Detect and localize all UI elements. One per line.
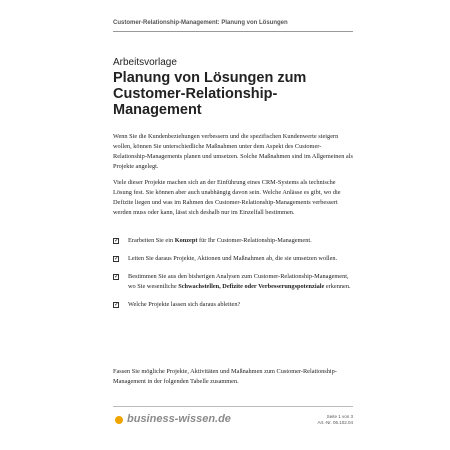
checklist-item	[113, 236, 353, 246]
checklist-text-pre: Erarbeiten Sie ein	[128, 237, 175, 244]
article-number: Art.-Nr. 06.102.04	[317, 420, 353, 425]
checklist-text-bold: Schwachstellen, Defizite oder Verbesserungspotenziale	[178, 283, 325, 290]
checklist-item	[113, 254, 353, 264]
document-kicker: Arbeitsvorlage	[113, 57, 177, 68]
document-page	[90, 0, 360, 450]
footer-divider	[113, 406, 353, 407]
checkbox-icon: ✓	[114, 238, 120, 244]
page-number: Seite 1 von 3	[326, 414, 353, 419]
checklist-text-pre: Leiten Sie daraus Projekte, Aktionen und Maßnahmen ab, die sie umsetzen wollen.	[128, 255, 338, 262]
checklist-text-post: erkennen.	[324, 283, 351, 290]
checklist-text-pre: Bestimmen Sie aus den bisherigen Analysen zum Customer-Relationship-Management, wo Sie wesentliche	[128, 273, 349, 290]
checkbox-icon: ✓	[114, 256, 120, 262]
paragraph-summary: Fassen Sie mögliche Projekte, Aktivitäten und Maßnahmen zum Customer-Relationship-Management in der folgenden Tabelle zusammen.	[113, 368, 337, 385]
page-info	[292, 414, 353, 426]
paragraph-intro: Wenn Sie die Kundenbeziehungen verbessern und die spezifischen Kundenwerte steigern wollen, können Sie unterschiedliche Maßnahmen unter dem Aspekt des Customer-Relationship-Managements planen und umsetzen. Solche Maßnahmen sind im Allgemeinen als Projekte angelegt.	[113, 133, 353, 170]
checkbox-icon: ✓	[114, 274, 120, 280]
checklist-item	[113, 300, 353, 310]
paragraph-projects: Viele dieser Projekte machen sich an der Einführung eines CRM-Systems als technische Lösung fest. Sie können aber auch unabhängig davon sein. Welche Anlässe es gibt, wo die Defizite liegen und was im Rahmen des Customer-Relationship-Managements verbessert werden muss oder kann, lässt sich deshalb nur im Einzelfall bestimmen.	[113, 179, 341, 216]
logo-dot-icon	[115, 416, 123, 424]
document-title: Planung von Lösungen zum Customer-Relationship-Management	[113, 70, 307, 118]
checklist	[113, 236, 353, 318]
checkbox-icon: ✓	[114, 302, 120, 308]
checklist-text-bold: Konzept	[174, 237, 198, 244]
checklist-text-pre: Welche Projekte lassen sich daraus ableiten?	[128, 301, 241, 308]
running-header: Customer-Relationship-Management: Planung von Lösungen	[113, 20, 288, 26]
checklist-text-post: für Ihr Customer-Relationship-Management.	[197, 237, 312, 244]
checklist-item	[113, 272, 353, 292]
brand-logo[interactable]: business-wissen.de	[127, 413, 231, 425]
header-divider	[113, 31, 353, 32]
